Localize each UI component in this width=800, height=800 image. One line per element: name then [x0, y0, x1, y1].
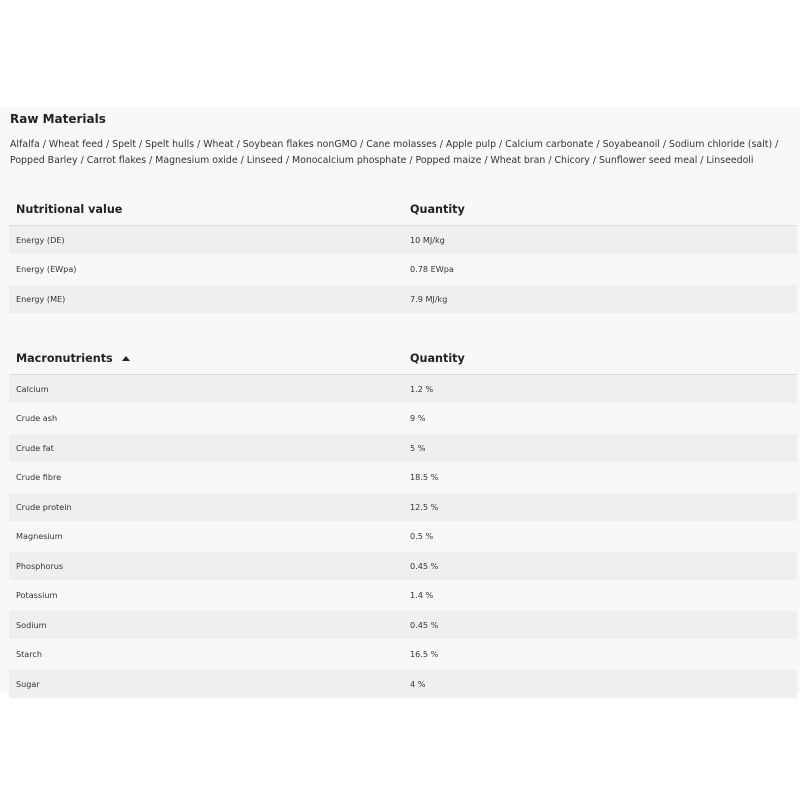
- table-row: [9, 284, 797, 314]
- nutrient-name: Crude protein: [9, 492, 403, 522]
- nutrient-name: Potassium: [9, 581, 403, 611]
- nutrient-name: Energy (EWpa): [9, 255, 403, 285]
- table-row: [9, 255, 797, 285]
- nutrient-quantity: 1.2 %: [403, 374, 797, 404]
- nutritional-value-table: [9, 194, 797, 314]
- table-row: [9, 522, 797, 552]
- product-info-panel: [0, 107, 800, 692]
- table-row: [9, 669, 797, 699]
- nutrient-name: Energy (DE): [9, 225, 403, 255]
- table-row: [9, 225, 797, 255]
- nutrient-quantity: 0.45 %: [403, 610, 797, 640]
- nutrient-quantity: 5 %: [403, 433, 797, 463]
- nutrient-name: Crude fibre: [9, 463, 403, 493]
- macronutrients-header-label: Macronutrients: [16, 351, 113, 365]
- table-row: [9, 640, 797, 670]
- nutrient-name: Sugar: [9, 669, 403, 699]
- nutrient-quantity: 16.5 %: [403, 640, 797, 670]
- macronutrients-table: [9, 343, 797, 699]
- nutrient-name: Sodium: [9, 610, 403, 640]
- nutrient-name: Magnesium: [9, 522, 403, 552]
- nutrient-name: Crude ash: [9, 404, 403, 434]
- nutrient-quantity: 10 MJ/kg: [403, 225, 797, 255]
- nutritional-value-header[interactable]: Nutritional value: [9, 194, 403, 225]
- nutritional-quantity-header[interactable]: Quantity: [403, 194, 797, 225]
- table-row: [9, 610, 797, 640]
- table-row: [9, 581, 797, 611]
- nutrient-name: Starch: [9, 640, 403, 670]
- table-row: [9, 463, 797, 493]
- nutrient-quantity: 0.5 %: [403, 522, 797, 552]
- macronutrients-quantity-header[interactable]: Quantity: [403, 343, 797, 374]
- nutrient-quantity: 1.4 %: [403, 581, 797, 611]
- raw-materials-title: Raw Materials: [10, 112, 106, 126]
- raw-materials-list: Alfalfa / Wheat feed / Spelt / Spelt hulls / Wheat / Soybean flakes nonGMO / Cane molasses / Apple pulp / Calcium carbonate / Soyabeanoil / Sodium chloride (salt) / Popped Barley / Carrot flakes / Magnesium oxide / Linseed / Monocalcium phosphate / Popped maize / Wheat bran / Chicory / Sunflower seed meal / Linseedoli: [10, 139, 779, 166]
- nutrient-quantity: 0.78 EWpa: [403, 255, 797, 285]
- nutrient-quantity: 7.9 MJ/kg: [403, 284, 797, 314]
- table-row: [9, 492, 797, 522]
- nutrient-quantity: 9 %: [403, 404, 797, 434]
- nutrient-quantity: 12.5 %: [403, 492, 797, 522]
- caret-up-icon[interactable]: [122, 356, 130, 361]
- nutrient-name: Energy (ME): [9, 284, 403, 314]
- table-row: [9, 433, 797, 463]
- table-row: [9, 551, 797, 581]
- nutrient-name: Phosphorus: [9, 551, 403, 581]
- table-row: [9, 404, 797, 434]
- macronutrients-header[interactable]: [9, 343, 403, 374]
- nutrient-name: Calcium: [9, 374, 403, 404]
- nutrient-name: Crude fat: [9, 433, 403, 463]
- table-row: [9, 374, 797, 404]
- nutrient-quantity: 0.45 %: [403, 551, 797, 581]
- nutrient-quantity: 18.5 %: [403, 463, 797, 493]
- nutrient-quantity: 4 %: [403, 669, 797, 699]
